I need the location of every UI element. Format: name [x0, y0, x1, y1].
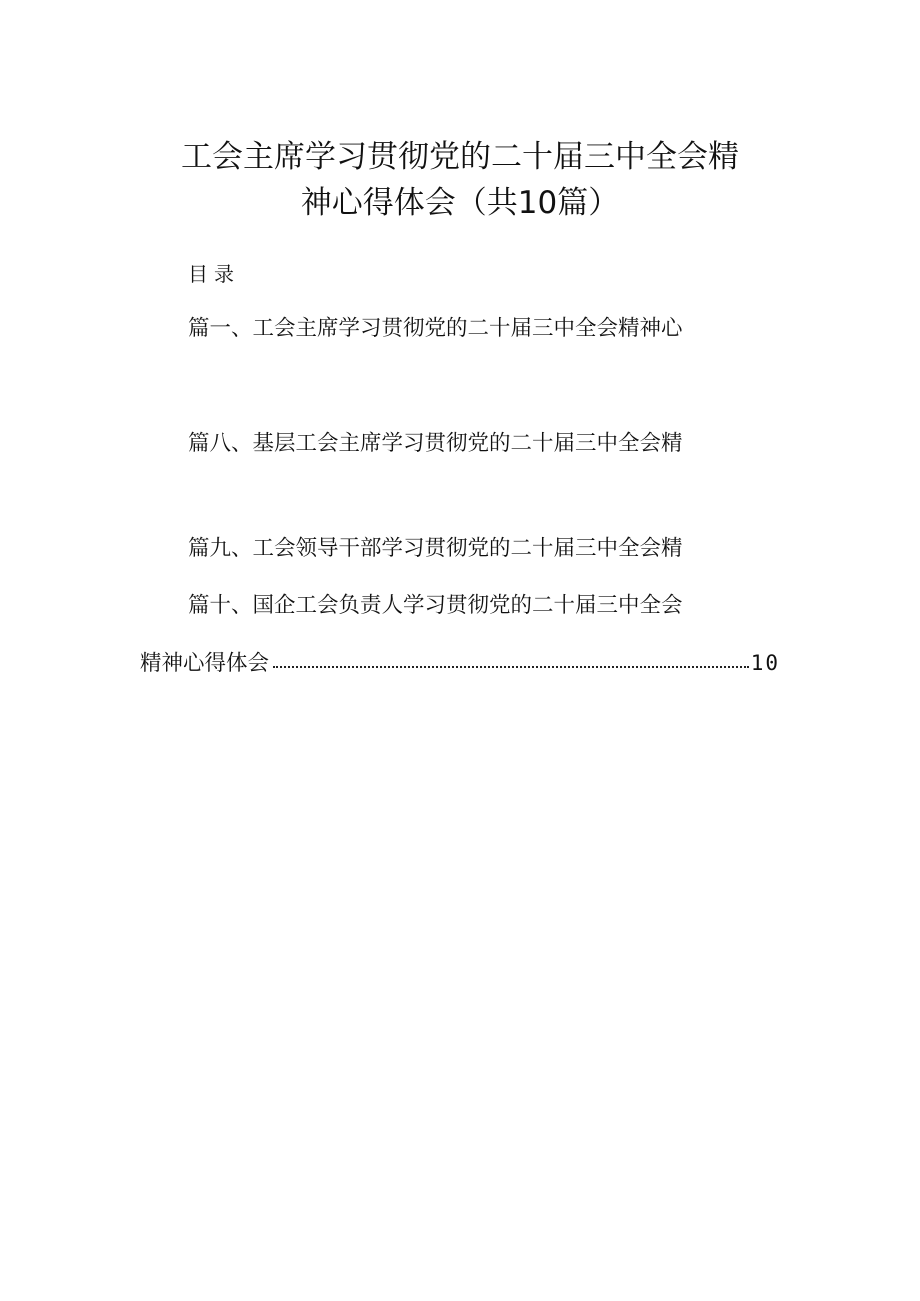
toc-entry-10-continuation[interactable]	[140, 648, 780, 679]
toc-entry-10[interactable]: 篇十、国企工会负责人学习贯彻党的二十届三中全会	[188, 593, 683, 618]
toc-entry-9[interactable]: 篇九、工会领导干部学习贯彻党的二十届三中全会精	[188, 536, 683, 561]
title-line-2: 神心得体会（共10篇）	[300, 185, 620, 221]
document-title	[100, 134, 820, 226]
toc-dot-leader	[273, 650, 749, 670]
title-line-1: 工会主席学习贯彻党的二十届三中全会精	[181, 139, 739, 175]
toc-entry-1[interactable]: 篇一、工会主席学习贯彻党的二十届三中全会精神心	[188, 316, 683, 341]
toc-page-number: 10	[750, 651, 780, 675]
toc-continuation-text: 精神心得体会	[140, 651, 270, 676]
toc-entry-8[interactable]: 篇八、基层工会主席学习贯彻党的二十届三中全会精	[188, 431, 683, 456]
toc-heading: 目录	[188, 262, 240, 286]
